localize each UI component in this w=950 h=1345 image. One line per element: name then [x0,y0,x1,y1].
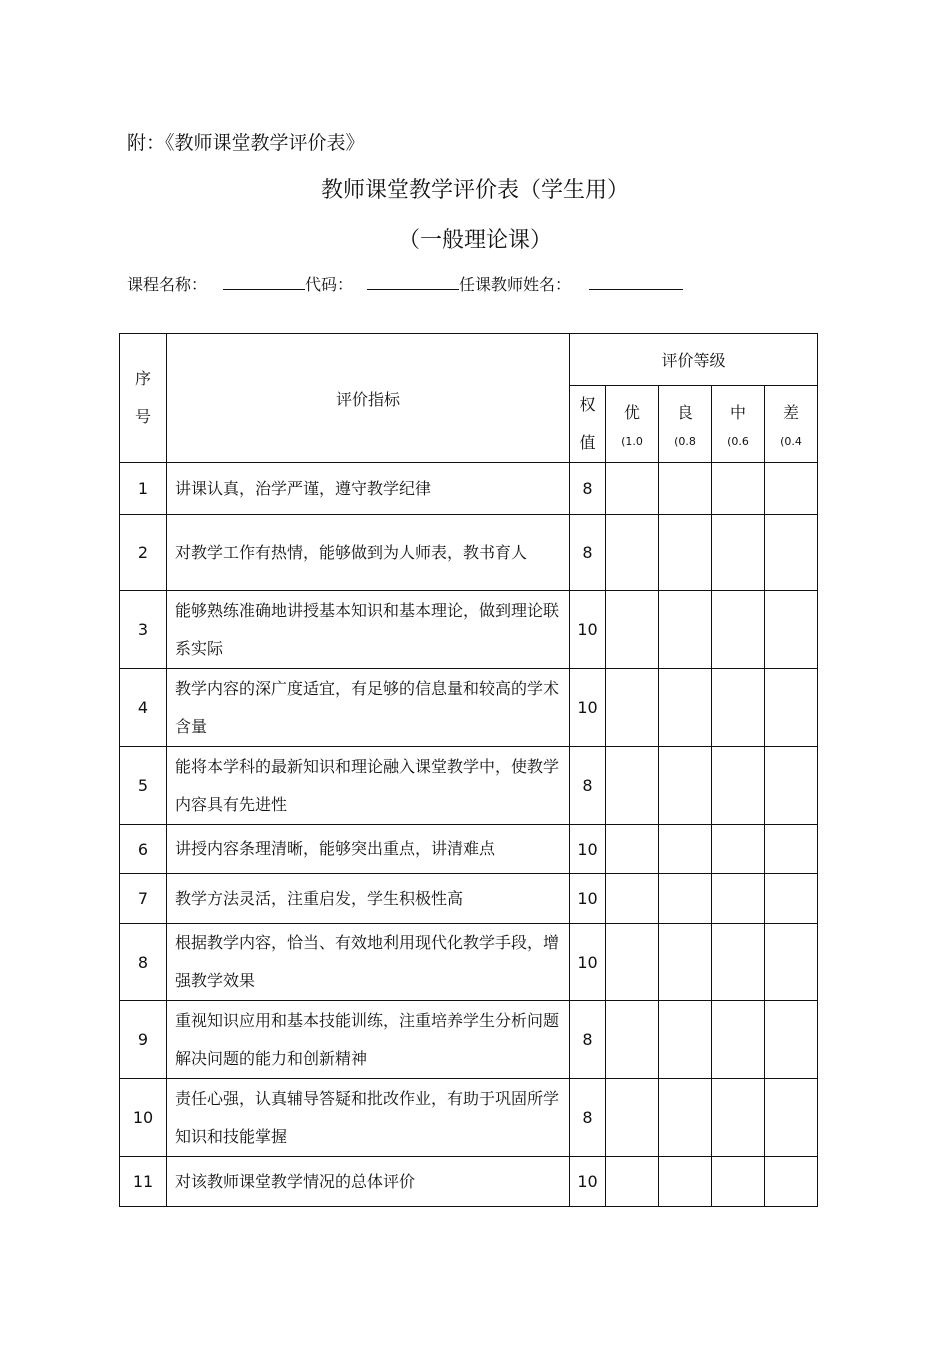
row-number: 2 [120,515,167,591]
course-info-line [127,272,683,295]
row-indicator: 责任心强，认真辅导答疑和批改作业，有助于巩固所学知识和技能掌握 [167,1079,570,1157]
grade-cell-medium[interactable] [712,669,765,747]
grade-cell-excellent[interactable] [606,924,659,1001]
grade-cell-poor[interactable] [765,1157,818,1207]
grade-medium-header: 中 (0.6 [712,386,765,463]
course-name-field[interactable] [223,273,305,290]
row-indicator: 根据教学内容，恰当、有效地利用现代化教学手段，增强教学效果 [167,924,570,1001]
code-field[interactable] [367,273,459,290]
table-row [120,669,818,747]
grade-cell-good[interactable] [659,825,712,874]
grade-cell-medium[interactable] [712,463,765,515]
header-row [120,334,818,386]
row-number: 1 [120,463,167,515]
grade-cell-poor[interactable] [765,874,818,924]
course-name-label: 课程名称： [127,275,208,294]
grade-cell-poor[interactable] [765,1079,818,1157]
grade-cell-excellent[interactable] [606,1001,659,1079]
grade-cell-good[interactable] [659,591,712,669]
table-row [120,515,818,591]
row-indicator: 能将本学科的最新知识和理论融入课堂教学中，使教学内容具有先进性 [167,747,570,825]
seq-header: 序 号 [120,334,167,463]
grade-excellent-header: 优 (1.0 [606,386,659,463]
grade-cell-medium[interactable] [712,747,765,825]
row-weight: 8 [570,1001,606,1079]
grade-cell-medium[interactable] [712,1157,765,1207]
row-weight: 10 [570,825,606,874]
grade-cell-poor[interactable] [765,1001,818,1079]
row-number: 8 [120,924,167,1001]
grade-header: 评价等级 [570,334,818,386]
grade-cell-medium[interactable] [712,874,765,924]
grade-cell-poor[interactable] [765,747,818,825]
grade-cell-poor[interactable] [765,591,818,669]
grade-cell-good[interactable] [659,515,712,591]
table-row [120,591,818,669]
row-number: 9 [120,1001,167,1079]
row-weight: 8 [570,515,606,591]
table-row [120,874,818,924]
grade-cell-good[interactable] [659,1001,712,1079]
grade-cell-poor[interactable] [765,463,818,515]
grade-cell-poor[interactable] [765,825,818,874]
table-row [120,1157,818,1207]
table-row [120,1001,818,1079]
row-number: 4 [120,669,167,747]
grade-cell-excellent[interactable] [606,747,659,825]
appendix-heading: 附：《教师课堂教学评价表》 [127,132,365,154]
row-indicator: 教学内容的深广度适宜，有足够的信息量和较高的学术含量 [167,669,570,747]
grade-cell-excellent[interactable] [606,669,659,747]
row-indicator: 讲课认真，治学严谨，遵守教学纪律 [167,463,570,515]
grade-cell-medium[interactable] [712,1001,765,1079]
grade-cell-excellent[interactable] [606,874,659,924]
grade-poor-header: 差 (0.4 [765,386,818,463]
grade-cell-medium[interactable] [712,825,765,874]
grade-cell-medium[interactable] [712,924,765,1001]
grade-cell-excellent[interactable] [606,463,659,515]
row-number: 6 [120,825,167,874]
grade-cell-medium[interactable] [712,591,765,669]
row-number: 7 [120,874,167,924]
row-weight: 8 [570,747,606,825]
evaluation-table [119,333,818,1207]
weight-header: 权 值 [570,386,606,463]
row-weight: 10 [570,874,606,924]
row-weight: 10 [570,591,606,669]
page-subtitle: （一般理论课） [397,228,552,253]
row-weight: 10 [570,669,606,747]
code-label: 代码： [305,275,354,294]
row-weight: 8 [570,1079,606,1157]
grade-cell-medium[interactable] [712,1079,765,1157]
row-indicator: 能够熟练准确地讲授基本知识和基本理论，做到理论联系实际 [167,591,570,669]
grade-cell-good[interactable] [659,924,712,1001]
grade-cell-good[interactable] [659,747,712,825]
table-row [120,825,818,874]
row-weight: 10 [570,1157,606,1207]
grade-cell-poor[interactable] [765,669,818,747]
grade-cell-medium[interactable] [712,515,765,591]
grade-good-header: 良 (0.8 [659,386,712,463]
row-indicator: 教学方法灵活，注重启发，学生积极性高 [167,874,570,924]
table-row [120,463,818,515]
grade-cell-excellent[interactable] [606,1157,659,1207]
page-title: 教师课堂教学评价表（学生用） [320,178,629,203]
table-row [120,924,818,1001]
row-number: 3 [120,591,167,669]
row-indicator: 重视知识应用和基本技能训练，注重培养学生分析问题解决问题的能力和创新精神 [167,1001,570,1079]
grade-cell-excellent[interactable] [606,1079,659,1157]
grade-cell-excellent[interactable] [606,591,659,669]
row-weight: 10 [570,924,606,1001]
indicator-header: 评价指标 [167,334,570,463]
row-number: 5 [120,747,167,825]
teacher-name-field[interactable] [589,273,683,290]
row-indicator: 对教学工作有热情，能够做到为人师表，教书育人 [167,515,570,591]
row-number: 10 [120,1079,167,1157]
grade-cell-excellent[interactable] [606,825,659,874]
grade-cell-good[interactable] [659,669,712,747]
table-row [120,747,818,825]
table-row [120,1079,818,1157]
row-indicator: 对该教师课堂教学情况的总体评价 [167,1157,570,1207]
grade-cell-poor[interactable] [765,924,818,1001]
grade-cell-good[interactable] [659,874,712,924]
row-weight: 8 [570,463,606,515]
grade-cell-good[interactable] [659,1079,712,1157]
row-number: 11 [120,1157,167,1207]
teacher-name-label: 任课教师姓名： [459,275,572,294]
grade-cell-good[interactable] [659,463,712,515]
row-indicator: 讲授内容条理清晰，能够突出重点，讲清难点 [167,825,570,874]
grade-cell-excellent[interactable] [606,515,659,591]
grade-cell-good[interactable] [659,1157,712,1207]
grade-cell-poor[interactable] [765,515,818,591]
